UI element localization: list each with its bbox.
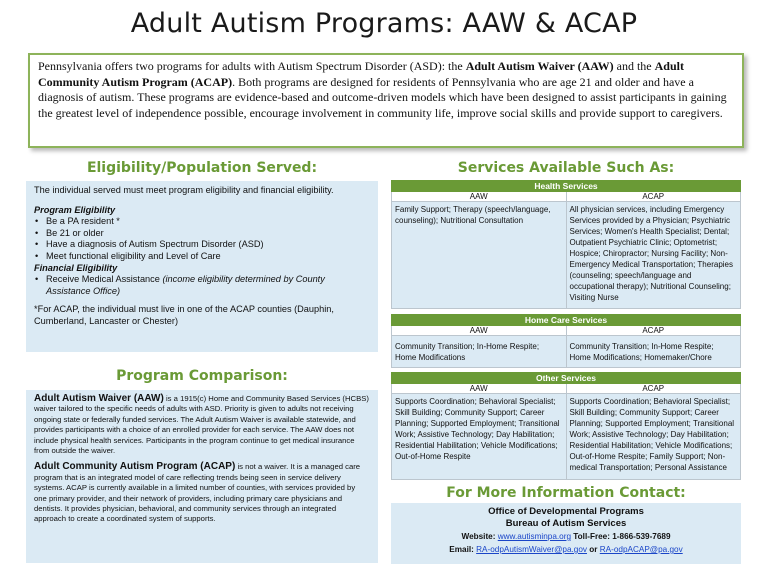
comparison-heading: Program Comparison: <box>116 368 288 384</box>
health-acap-cell: All physician services, including Emergency Services provided by a Physician; Psychiatric Services; Women's Health Specialist; Dental; Outpatient Psychiatric Clinic; Optometrist; Hospice; Chiropractor; Nursing Facility; Non-Emergency Medical Transportation; Therapies (counseling; speech/language and occupational therapy); Nutritional Counseling; Visiting Nurse <box>566 202 741 309</box>
email-acap-link[interactable]: RA-odpACAP@pa.gov <box>599 545 683 554</box>
home-care-services-table <box>391 314 741 368</box>
services-heading: Services Available Such As: <box>457 160 675 176</box>
financial-eligibility-list <box>34 274 370 297</box>
eligibility-heading: Eligibility/Population Served: <box>86 160 318 176</box>
email-label: Email: <box>449 545 477 554</box>
financial-item-note: (income eligibility determined by County Assistance Office) <box>46 274 325 296</box>
email-or: or <box>587 545 600 554</box>
home-acap-cell: Community Transition; In-Home Respite; Home Modifications; Homemaker/Chore <box>566 336 741 368</box>
other-services-table <box>391 372 741 480</box>
page-title: Adult Autism Programs: AAW & ACAP <box>130 8 638 39</box>
financial-item-text: Receive Medical Assistance <box>46 274 163 285</box>
comparison-panel <box>26 390 378 563</box>
column-header-acap: ACAP <box>566 326 741 336</box>
contact-panel <box>391 503 741 564</box>
column-header-acap: ACAP <box>566 192 741 202</box>
other-services-label: Other Services <box>392 373 741 384</box>
email-line <box>391 543 741 556</box>
eligibility-panel <box>26 181 378 352</box>
bureau-name: Bureau of Autism Services <box>505 518 627 529</box>
aaw-text: is a 1915(c) Home and Community Based Services (HCBS) waiver tailored to the specific needs of adults with ASD. Priority is given to adults not receiving ongoing state or federally funded services. The Adult Autism Waiver is available statewide, and provides participants with a choice of an enrolled provider for each service. The AAW does not include physical health services. Participants in the program continue to get medical insurance from outside the waiver. <box>34 394 369 456</box>
financial-eligibility-heading: Financial Eligibility <box>34 262 118 273</box>
list-item: • Have a diagnosis of Autism Spectrum Disorder (ASD) <box>34 239 370 251</box>
list-item: • Be a PA resident * <box>34 216 370 228</box>
column-header-aaw: AAW <box>392 326 567 336</box>
intro-text-1: Pennsylvania offers two programs for adults with Autism Spectrum Disorder (ASD): the <box>38 59 466 73</box>
list-item: • Meet functional eligibility and Level of Care <box>34 251 370 263</box>
tollfree-number: Toll-Free: 1-866-539-7689 <box>571 532 671 541</box>
aaw-title: Adult Autism Waiver (AAW) <box>34 393 164 404</box>
health-services-label: Health Services <box>392 181 741 192</box>
health-services-table <box>391 180 741 309</box>
home-care-services-label: Home Care Services <box>392 315 741 326</box>
column-header-aaw: AAW <box>392 192 567 202</box>
column-header-aaw: AAW <box>392 384 567 394</box>
acap-description <box>34 462 370 524</box>
website-label: Website: <box>461 532 498 541</box>
office-name: Office of Developmental Programs <box>488 506 644 517</box>
eligibility-lead: The individual served must meet program eligibility and financial eligibility. <box>34 185 334 195</box>
intro-aaw-name: Adult Autism Waiver (AAW) <box>465 59 614 73</box>
acap-county-note: *For ACAP, the individual must live in one of the ACAP counties (Dauphin, Cumberland, Lancaster or Chester) <box>34 304 334 326</box>
intro-text-2: and the <box>613 59 655 73</box>
intro-text-3: . Both programs are designed for residents of Pennsylvania who are age 21 and older and have a diagnosis of autism. These programs are evidence-based and outcome-driven models which have been designed to assist participants in gaining the greatest level of independence possible, encourage involvement in community life, improve social skills and provide support to caregivers. <box>38 74 727 120</box>
website-link[interactable]: www.autisminpa.org <box>497 532 571 541</box>
home-aaw-cell: Community Transition; In-Home Respite; Home Modifications <box>392 336 567 368</box>
health-aaw-cell: Family Support; Therapy (speech/language, counseling); Nutritional Consultation <box>392 202 567 309</box>
acap-text: is not a waiver. It is a managed care program that is an integrated model of care reflecting trends being seen in service delivery systems. ACAP is currently available in a limited number of counties, with services provided by one primary provider, and their network of providers, including primary care physicians and dentists. It provides physician, behavioral, and community services through an integrated approach to create a coordinated system of supports. <box>34 462 361 524</box>
other-acap-cell: Supports Coordination; Behavioral Specialist; Skill Building; Community Support; Career Planning; Supported Employment; Transitional Work; Assistive Technology; Day Habilitation; Residential Habilitation; Vehicle Modifications; Out-of-Home Respite; Family Support; Non-medical Transportation; Personal Assistance <box>566 394 741 480</box>
intro-acap-name: Adult Community Autism Program (ACAP) <box>38 59 684 89</box>
program-eligibility-heading: Program Eligibility <box>34 204 116 215</box>
list-item <box>34 274 370 297</box>
website-line <box>391 530 741 543</box>
column-header-acap: ACAP <box>566 384 741 394</box>
program-eligibility-list <box>34 216 370 262</box>
contact-heading: For More Information Contact: <box>446 485 686 501</box>
aaw-description <box>34 394 370 456</box>
intro-box <box>28 53 744 148</box>
other-aaw-cell: Supports Coordination; Behavioral Specialist; Skill Building; Community Support; Career Planning; Supported Employment; Transitional Work; Assistive Technology; Day Habilitation; Residential Habilitation; Vehicle Modifications; Out-of-Home Respite <box>392 394 567 480</box>
list-item: • Be 21 or older <box>34 228 370 240</box>
acap-title: Adult Community Autism Program (ACAP) <box>34 461 236 473</box>
email-aaw-link[interactable]: RA-odpAutismWaiver@pa.gov <box>476 545 587 554</box>
